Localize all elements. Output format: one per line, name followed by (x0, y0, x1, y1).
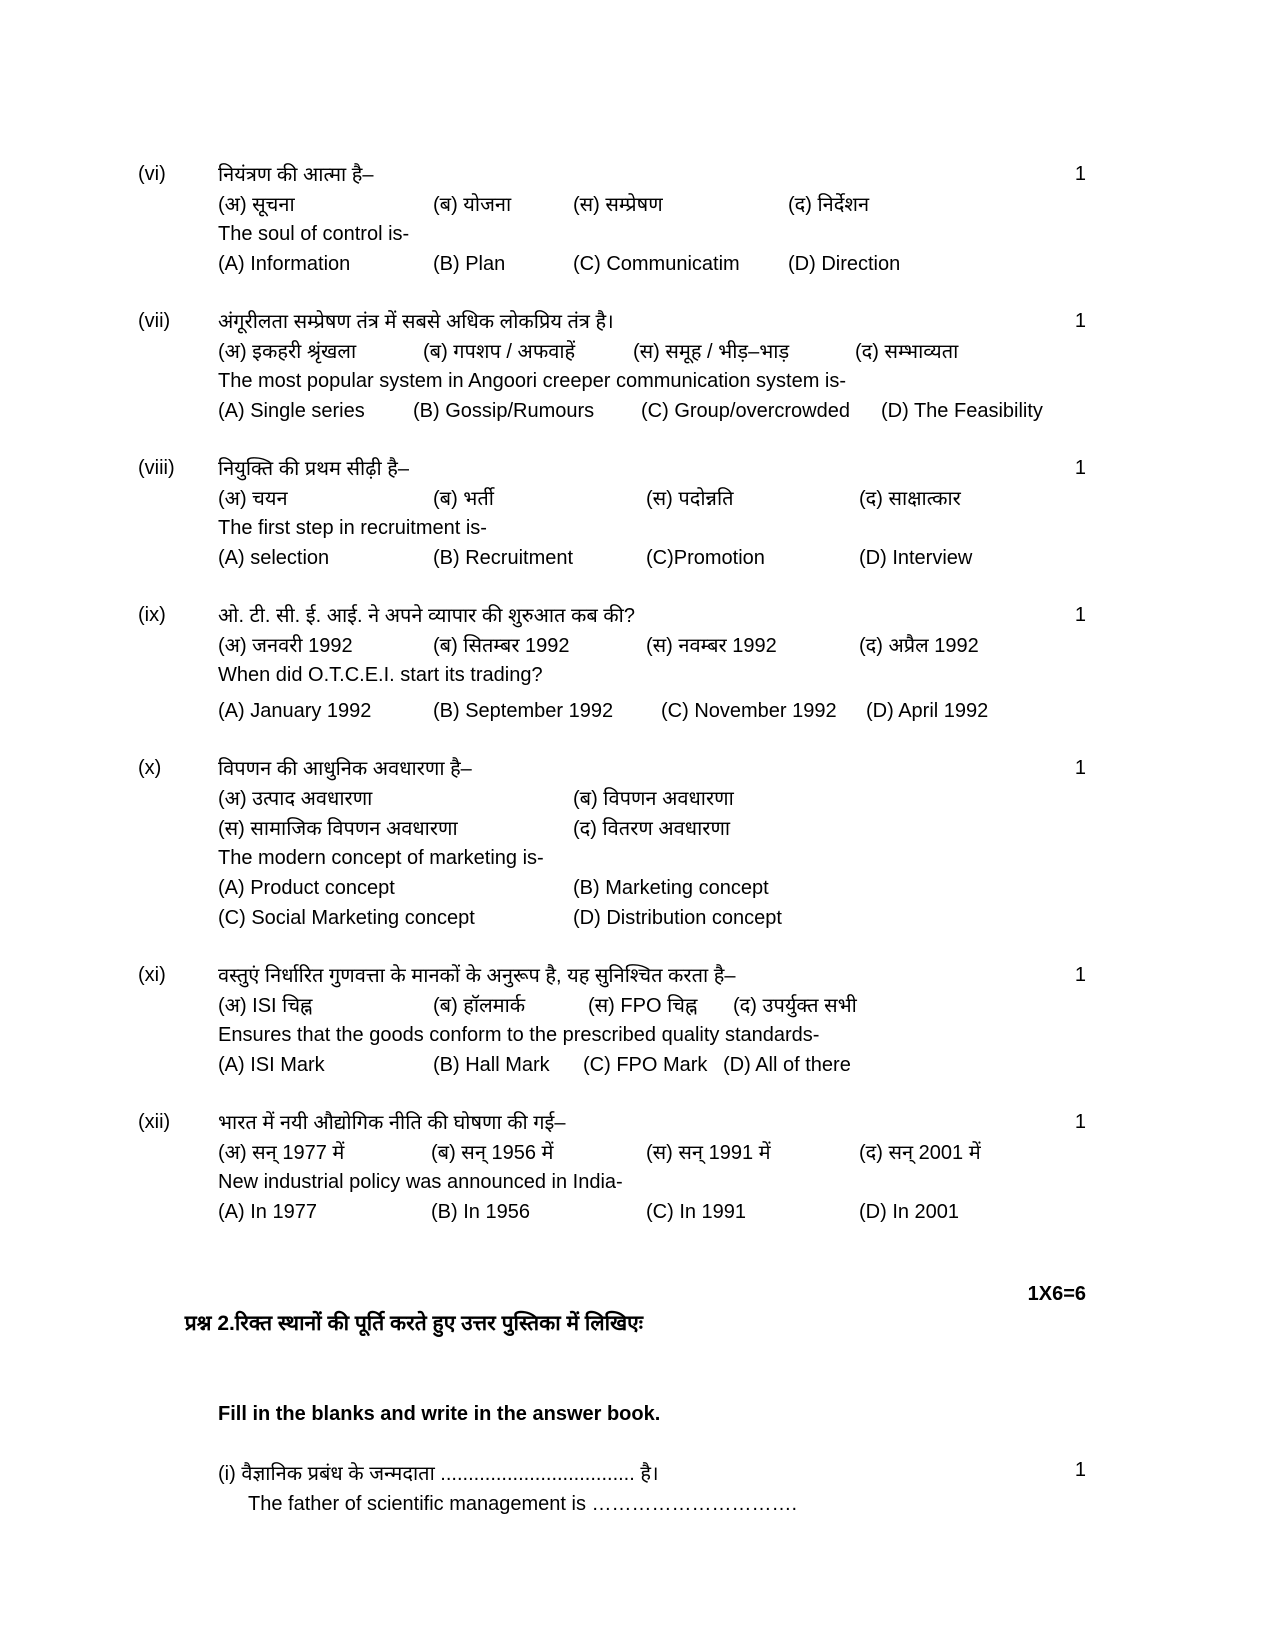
hindi-option-c[interactable]: (स) सामाजिक विपणन अवधारणा (218, 818, 458, 840)
english-option-a[interactable]: (A) selection (218, 547, 330, 569)
hindi-options-row (218, 484, 1078, 514)
hindi-option-c[interactable]: (स) पदोन्नति (646, 488, 734, 510)
question-marks: 1 (1074, 457, 1086, 479)
question-body (218, 1108, 1086, 1227)
hindi-option-a[interactable]: (अ) ISI चिह्न (218, 995, 313, 1017)
english-option-a[interactable]: (A) Single series (218, 400, 365, 422)
hindi-option-b[interactable]: (ब) विपणन अवधारणा (573, 788, 734, 810)
english-option-b[interactable]: (B) September 1992 (433, 700, 614, 722)
english-option-c[interactable]: (C)Promotion (646, 547, 765, 569)
question-x (138, 754, 1086, 933)
hindi-stem: वस्तुएं निर्धारित गुणवत्ता के मानकों के अनुरूप है, यह सुनिश्चित करता है– (218, 965, 736, 987)
hindi-stem: विपणन की आधुनिक अवधारणा है– (218, 758, 472, 780)
english-option-a[interactable]: (A) Product concept (218, 877, 395, 899)
question-marks: 1 (1074, 310, 1086, 332)
english-options-row (218, 543, 1078, 573)
english-options-row (218, 1050, 1078, 1080)
english-option-b[interactable]: (B) Hall Mark (433, 1054, 550, 1076)
hindi-option-d[interactable]: (द) अप्रैल 1992 (859, 635, 979, 657)
english-option-c[interactable]: (C) November 1992 (661, 700, 837, 722)
hindi-option-c[interactable]: (स) सन् 1991 में (646, 1142, 771, 1164)
question-number: (vii) (138, 310, 171, 332)
english-option-d[interactable]: (D) Distribution concept (573, 907, 782, 929)
english-stem: The modern concept of marketing is- (218, 847, 544, 869)
english-stem: The first step in recruitment is- (218, 517, 487, 539)
question-ix (138, 601, 1086, 726)
english-option-b[interactable]: (B) Gossip/Rumours (413, 400, 595, 422)
hindi-option-a[interactable]: (अ) चयन (218, 488, 288, 510)
question-xi (138, 961, 1086, 1080)
question-number: (x) (138, 757, 162, 779)
section-2-marks: 1X6=6 (1027, 1283, 1086, 1305)
questions-container (138, 160, 1086, 1519)
english-option-b[interactable]: (B) Marketing concept (573, 877, 769, 899)
english-stem: New industrial policy was announced in India- (218, 1171, 623, 1193)
english-option-d[interactable]: (D) Direction (788, 253, 901, 275)
english-option-b[interactable]: (B) Recruitment (433, 547, 574, 569)
question-body (218, 307, 1086, 426)
hindi-option-d[interactable]: (द) वितरण अवधारणा (573, 818, 731, 840)
fill-blank-hindi: (i) वैज्ञानिक प्रबंध के जन्मदाता ................................... है। (218, 1463, 659, 1485)
question-vi (138, 160, 1086, 279)
question-marks: 1 (1074, 757, 1086, 779)
hindi-options-row (218, 631, 1078, 661)
english-options-row (218, 249, 1078, 279)
hindi-options-row (218, 1138, 1078, 1168)
question-marks: 1 (1074, 964, 1086, 986)
english-option-b[interactable]: (B) In 1956 (431, 1201, 530, 1223)
hindi-options-row-2 (218, 814, 1078, 844)
question-body (218, 601, 1086, 726)
hindi-options-row-1 (218, 784, 1078, 814)
hindi-option-d[interactable]: (द) साक्षात्कार (859, 488, 961, 510)
english-option-d[interactable]: (D) April 1992 (866, 700, 989, 722)
english-option-c[interactable]: (C) Social Marketing concept (218, 907, 475, 929)
english-stem: When did O.T.C.E.I. start its trading? (218, 664, 543, 686)
question-marks: 1 (1074, 163, 1086, 185)
question-body (218, 454, 1086, 573)
question-marks: 1 (1074, 1111, 1086, 1133)
hindi-option-d[interactable]: (द) निर्देशन (788, 194, 870, 216)
hindi-option-a[interactable]: (अ) उत्पाद अवधारणा (218, 788, 373, 810)
english-stem: The most popular system in Angoori creeper communication system is- (218, 370, 847, 392)
english-stem: Ensures that the goods conform to the prescribed quality standards- (218, 1024, 820, 1046)
section-2 (138, 1279, 1086, 1519)
english-option-d[interactable]: (D) In 2001 (859, 1201, 960, 1223)
hindi-option-c[interactable]: (स) FPO चिह्न (588, 995, 698, 1017)
question-number: (xii) (138, 1111, 171, 1133)
question-number: (viii) (138, 457, 175, 479)
hindi-options-row (218, 991, 1078, 1021)
english-options-row (218, 696, 1078, 726)
english-option-b[interactable]: (B) Plan (433, 253, 506, 275)
question-xii (138, 1108, 1086, 1227)
hindi-option-c[interactable]: (स) सम्प्रेषण (573, 194, 663, 216)
english-option-d[interactable]: (D) All of there (723, 1054, 851, 1076)
question-number: (vi) (138, 163, 166, 185)
english-option-a[interactable]: (A) ISI Mark (218, 1054, 325, 1076)
english-option-a[interactable]: (A) January 1992 (218, 700, 372, 722)
hindi-option-b[interactable]: (ब) गपशप / अफवाहें (423, 341, 576, 363)
question-viii (138, 454, 1086, 573)
english-option-c[interactable]: (C) Communicatim (573, 253, 740, 275)
question-body (218, 961, 1086, 1080)
fill-blank-marks: 1 (1074, 1459, 1086, 1481)
english-option-c[interactable]: (C) FPO Mark (583, 1054, 708, 1076)
hindi-option-b[interactable]: (ब) सितम्बर 1992 (433, 635, 570, 657)
english-option-a[interactable]: (A) In 1977 (218, 1201, 317, 1223)
hindi-option-b[interactable]: (ब) सन् 1956 में (431, 1142, 554, 1164)
question-marks: 1 (1074, 604, 1086, 626)
hindi-option-b[interactable]: (ब) हॉलमार्क (433, 995, 526, 1017)
english-option-d[interactable]: (D) Interview (859, 547, 973, 569)
english-stem: The soul of control is- (218, 223, 410, 245)
hindi-stem: अंगूरीलता सम्प्रेषण तंत्र में सबसे अधिक लोकप्रिय तंत्र है। (218, 311, 614, 333)
hindi-option-d[interactable]: (द) सन् 2001 में (859, 1142, 981, 1164)
hindi-option-c[interactable]: (स) नवम्बर 1992 (646, 635, 777, 657)
hindi-option-d[interactable]: (द) सम्भाव्यता (855, 341, 959, 363)
hindi-option-a[interactable]: (अ) इकहरी श्रृंखला (218, 341, 357, 363)
hindi-option-a[interactable]: (अ) जनवरी 1992 (218, 635, 353, 657)
english-options-row-1 (218, 873, 1078, 903)
hindi-option-b[interactable]: (ब) योजना (433, 194, 512, 216)
question-number: (ix) (138, 604, 166, 626)
hindi-option-a[interactable]: (अ) सन् 1977 में (218, 1142, 345, 1164)
section-2-hindi-heading (138, 1279, 1086, 1399)
question-body (218, 754, 1086, 933)
hindi-option-b[interactable]: (ब) भर्ती (433, 488, 494, 510)
hindi-stem: नियुक्ति की प्रथम सीढ़ी है– (218, 458, 409, 480)
hindi-stem: ओ. टी. सी. ई. आई. ने अपने व्यापार की शुरुआत कब की? (218, 605, 635, 627)
english-options-row-2 (218, 903, 1078, 933)
fill-blank-english: The father of scientific management is …………………………. (248, 1493, 798, 1515)
english-option-a[interactable]: (A) Information (218, 253, 351, 275)
english-options-row (218, 1197, 1078, 1227)
question-vii (138, 307, 1086, 426)
english-option-c[interactable]: (C) In 1991 (646, 1201, 747, 1223)
fill-blank-item-i (218, 1459, 1086, 1519)
hindi-options-row (218, 190, 1078, 220)
hindi-options-row (218, 337, 1078, 367)
english-option-c[interactable]: (C) Group/overcrowded (641, 400, 850, 422)
hindi-option-a[interactable]: (अ) सूचना (218, 194, 295, 216)
english-option-d[interactable]: (D) The Feasibility (881, 400, 1043, 422)
english-options-row (218, 396, 1078, 426)
question-number: (xi) (138, 964, 166, 986)
hindi-stem: नियंत्रण की आत्मा है– (218, 164, 374, 186)
question-body (218, 160, 1086, 279)
section-2-hindi-heading-text: प्रश्न 2.रिक्त स्थानों की पूर्ति करते हुए उत्तर पुस्तिका में लिखिएः (184, 1312, 644, 1335)
hindi-option-d[interactable]: (द) उपर्युक्त सभी (733, 995, 857, 1017)
hindi-option-c[interactable]: (स) समूह / भीड़–भाड़ (633, 341, 790, 363)
section-2-english-heading: Fill in the blanks and write in the answer book. (218, 1403, 661, 1425)
hindi-stem: भारत में नयी औद्योगिक नीति की घोषणा की गई– (218, 1112, 566, 1134)
